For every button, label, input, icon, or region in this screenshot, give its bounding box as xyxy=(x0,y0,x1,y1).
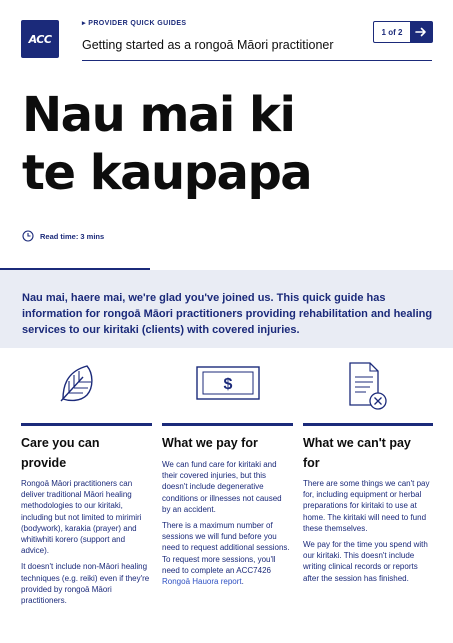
column-1-paragraph: Rongoā Māori practitioners can deliver traditional Māori healing methodologies to our kiritaki, including but not limited to mirimiri (bodywork), karakia (prayer) and whitiwhiti korero (support and advice). xyxy=(21,479,142,556)
column-3-paragraph: We pay for the time you spend with our kiritaki. This doesn't include writing clinical records or reports after the session has finished. xyxy=(303,540,428,583)
page-count: 1 of 2 xyxy=(381,27,403,37)
rongoa-hauora-report-link[interactable]: Rongoā Hauora report xyxy=(162,577,242,587)
column-1-body xyxy=(21,478,151,606)
svg-text:$: $ xyxy=(223,376,233,393)
guide-series-label: ▸ PROVIDER QUICK GUIDES xyxy=(82,20,187,27)
column-2-paragraph-text: There is a maximum number of sessions we will fund before you need to request additional sessions. To request more sessions, you'll need to complete an ACC7426 xyxy=(162,521,290,575)
column-1-title: Care you can provide xyxy=(21,436,100,470)
acc-logo xyxy=(21,20,59,58)
title-line-2: te kaupapa xyxy=(22,145,312,201)
column-2-paragraph: We can fund care for kiritaki and their covered injuries, but this doesn't include degenerative conditions or illnesses not caused by an accident. xyxy=(162,460,282,514)
column-2-body xyxy=(162,459,290,587)
guide-subtitle: Getting started as a rongoā Māori practitioner xyxy=(82,38,334,52)
logo-text: ACC xyxy=(28,32,52,46)
column-3-title: What we can't pay for xyxy=(303,436,411,470)
page-indicator[interactable] xyxy=(373,21,433,43)
page-title xyxy=(22,86,442,202)
arrow-right-icon xyxy=(415,27,427,37)
intro-text: Nau mai, haere mai, we're glad you've joined us. This quick guide has information for rongoā Māori practitioners providing rehabilitation and healing services to our kiritaki (clients) with covered injuries. xyxy=(22,292,433,336)
read-time-label: Read time: 3 mins xyxy=(40,231,105,241)
next-page-button[interactable] xyxy=(410,22,432,42)
column-1-rule xyxy=(21,423,152,426)
clock-icon xyxy=(22,230,34,242)
read-time xyxy=(22,230,104,242)
column-2-paragraph xyxy=(162,520,290,587)
dollar-note-icon xyxy=(196,366,260,400)
header-divider xyxy=(82,60,432,61)
column-2-rule xyxy=(162,423,293,426)
column-3-rule xyxy=(303,423,433,426)
title-line-1: Nau mai ki xyxy=(22,87,295,143)
leaf-icon xyxy=(55,361,99,405)
document-cross-icon xyxy=(346,361,390,411)
column-1-paragraph: It doesn't include non-Māori healing techniques (e.g. reiki) even if they're provided by rongoā Māori practitioners. xyxy=(21,562,150,606)
column-2-title: What we pay for xyxy=(162,436,258,450)
column-3-paragraph: There are some things we can't pay for, including equipment or herbal preparations for kiritaki to use at home. The kiritaki will need to fund these themselves. xyxy=(303,479,430,533)
column-3-body xyxy=(303,478,435,584)
intro-panel xyxy=(0,270,453,348)
column-2-paragraph-end: . xyxy=(241,577,244,587)
